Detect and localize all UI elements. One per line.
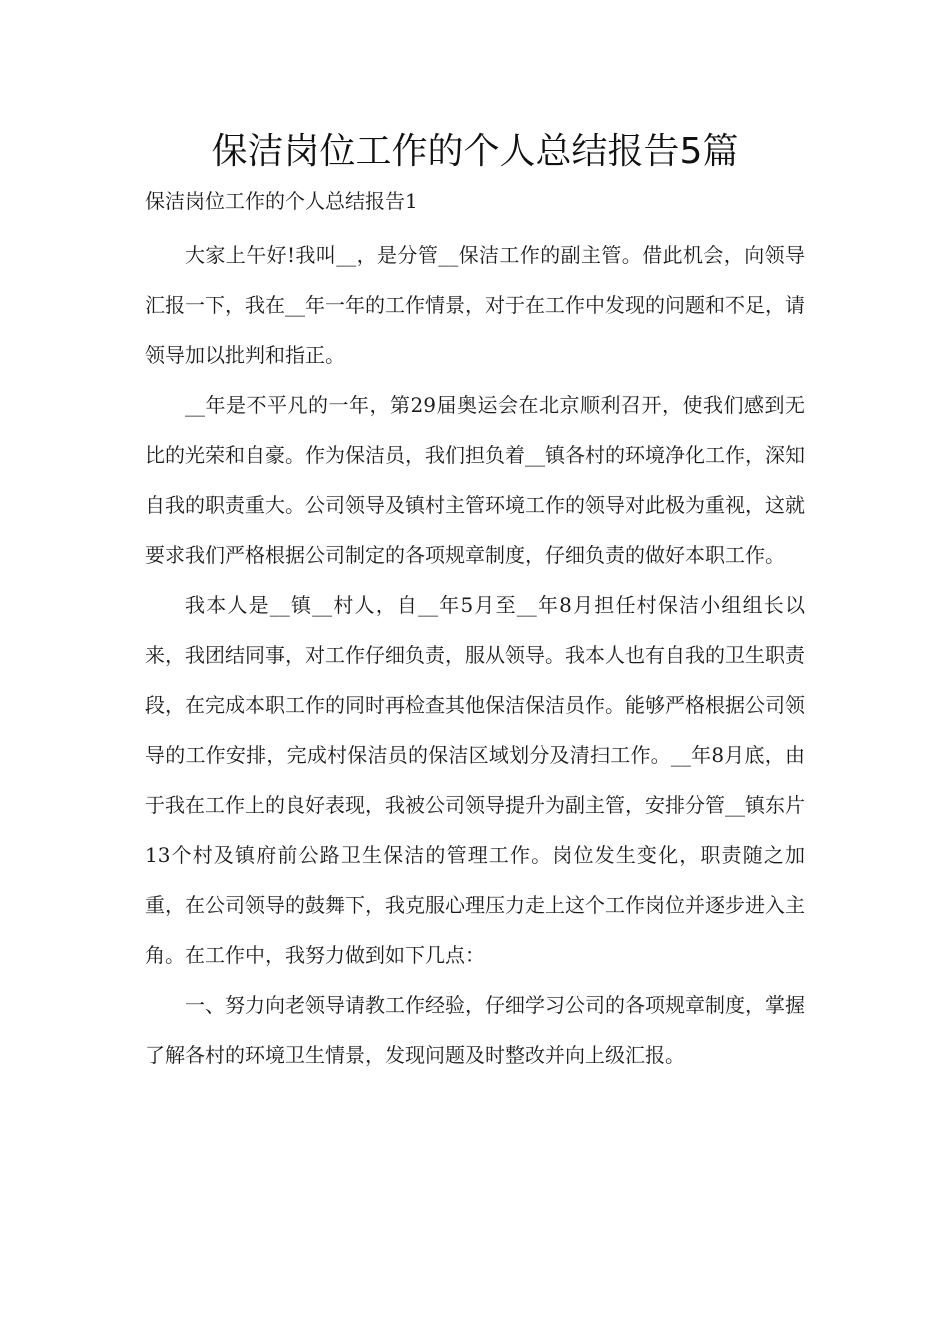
paragraph: 一、努力向老领导请教工作经验，仔细学习公司的各项规章制度，掌握了解各村的环境卫生情景，发现问题及时整改并向上级汇报。 [145,993,805,1067]
paragraph: 我本人是__镇__村人，自__年5月至__年8月担任村保洁小组组长以来，我团结同事，对工作仔细负责，服从领导。我本人也有自我的卫生职责段，在完成本职工作的同时再检查其他保洁保洁员作。能够严格根据公司领导的工作安排，完成村保洁员的保洁区域划分及清扫工作。__年8月底，由于我在工作上的良好表现，我被公司领导提升为副主管，安排分管__镇东片13个村及镇府前公路卫生保洁的管理工作。岗位发生变化，职责随之加重，在公司领导的鼓舞下，我克服心理压力走上这个工作岗位并逐步进入主角。在工作中，我努力做到如下几点： [145,593,805,967]
section-heading: 保洁岗位工作的个人总结报告1 [145,189,418,213]
paragraph: 大家上午好!我叫__，是分管__保洁工作的副主管。借此机会，向领导汇报一下，我在__年一年的工作情景，对于在工作中发现的问题和不足，请领导加以批判和指正。 [145,243,805,367]
paragraph: __年是不平凡的一年，第29届奥运会在北京顺利召开，使我们感到无比的光荣和自豪。作为保洁员，我们担负着__镇各村的环境净化工作，深知自我的职责重大。公司领导及镇村主管环境工作的领导对此极为重视，这就要求我们严格根据公司制定的各项规章制度，仔细负责的做好本职工作。 [145,393,805,567]
document-body [145,230,805,1080]
document-title: 保洁岗位工作的个人总结报告5篇 [211,131,739,172]
